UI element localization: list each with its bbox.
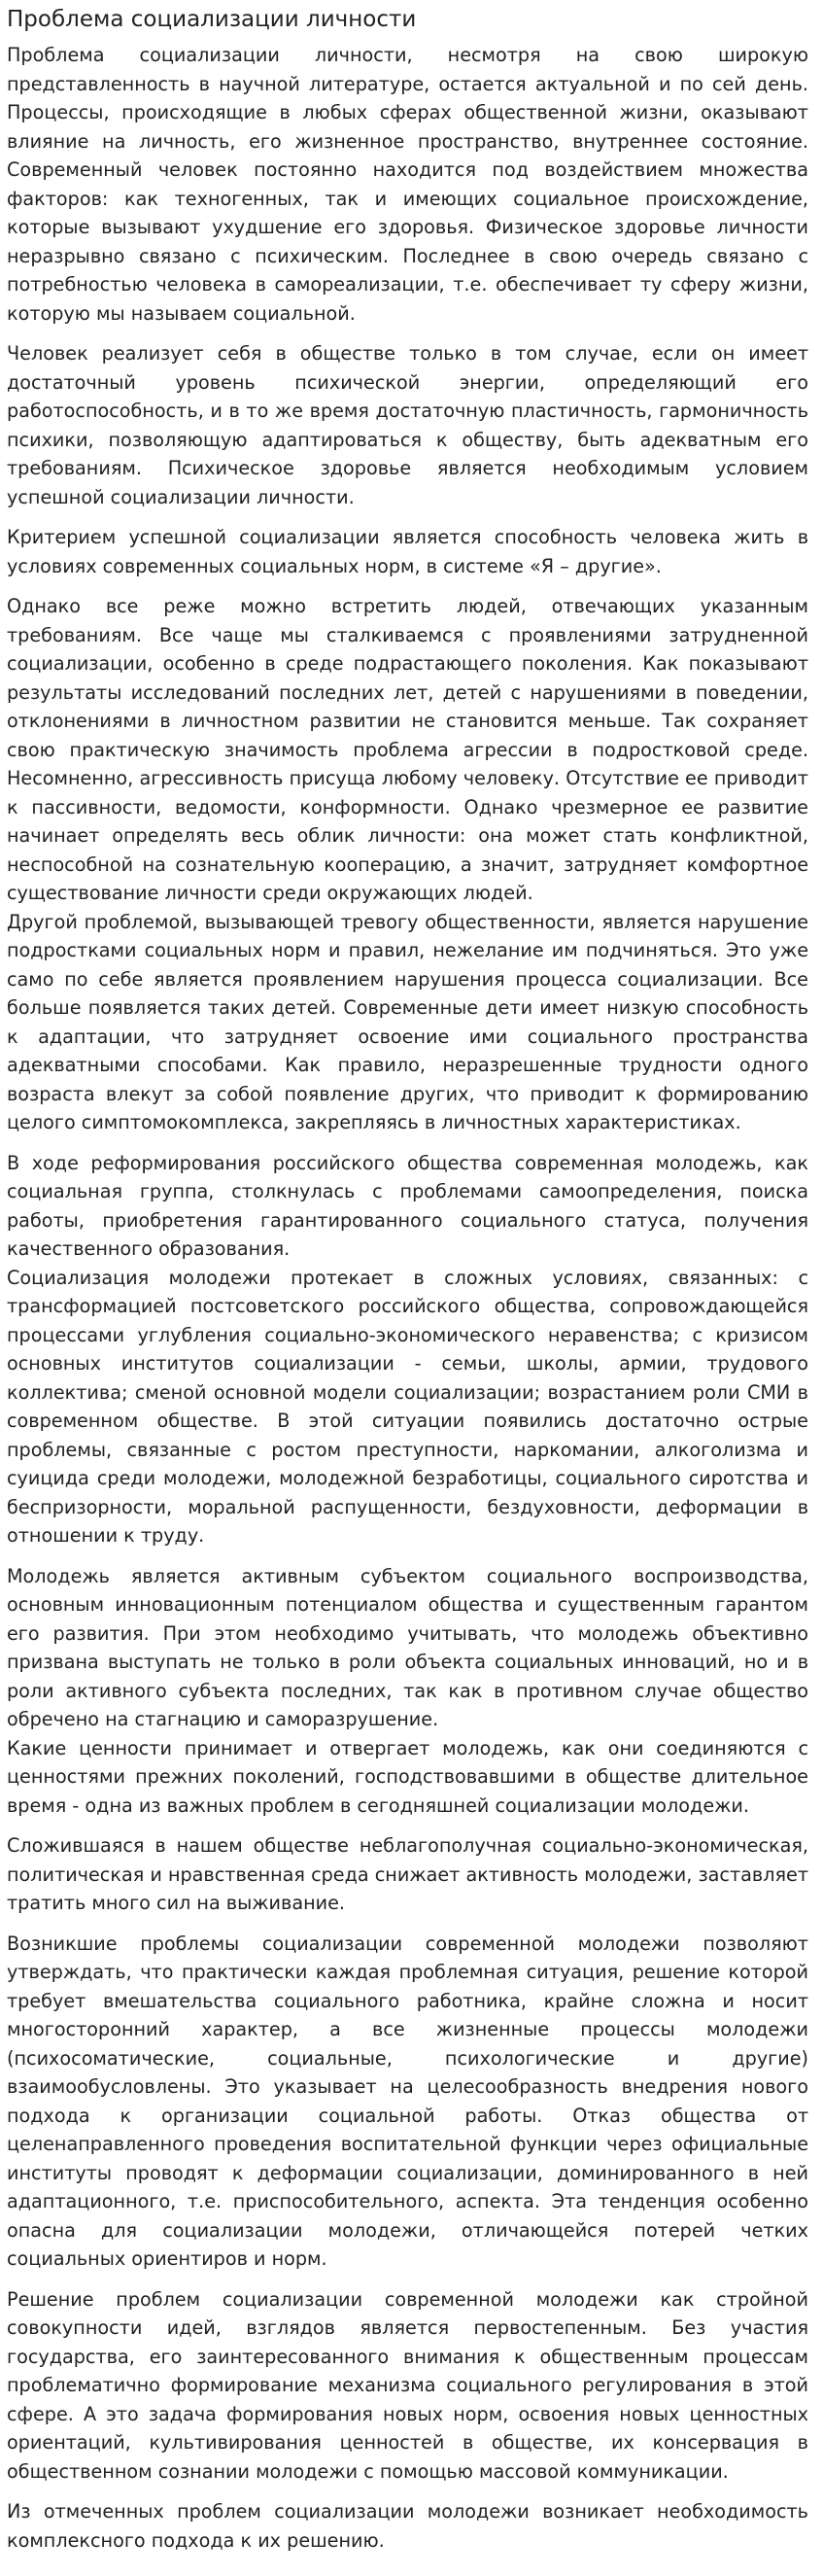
paragraph-3: Критерием успешной социализации является способность человека жить в условиях современных социальных норм, в системе «Я – другие». xyxy=(7,526,808,577)
paragraph-12: Решение проблем социализации современной молодежи как стройной совокупности идей, взглядов является первостепенным. Без участия государства, его заинтересованного внимания к общественным процессам проблематично формирование механизма социального регулирования в этой сфере. А это задача формирования новых норм, освоения новых ценностных ориентаций, культивирования ценностей в обществе, их консервация в общественном сознании молодежи с помощью массовой коммуникации. xyxy=(7,2287,808,2483)
paragraph-11: Возникшие проблемы социализации современной молодежи позволяют утверждать, что практически каждая проблемная ситуация, решение которой требует вмешательства социального работника, крайне сложна и носит многосторонний характер, а все жизненные процессы молодежи (психосоматические, социальные, психологические и другие) взаимообусловлены. Это указывает на целесообразность внедрения нового подхода к организации социальной работы. Отказ общества от целенаправленного проведения воспитательной функции через официальные институты проводят к деформации социализации, доминированного в ней адаптационного, т.е. приспособительного, аспекта. Эта тенденция особенно опасна для социализации молодежи, отличающейся потерей четких социальных ориентиров и норм. xyxy=(7,1932,808,2270)
article-title: Проблема социализации личности xyxy=(7,7,417,32)
paragraph-5: Другой проблемой, вызывающей тревогу общественности, является нарушение подростками социальных норм и правил, нежелание им подчиняться. Это уже само по себе является проявлением нарушения процесса социализации. Все больше появляется таких детей. Современные дети имеет низкую способность к адаптации, что затрудняет освоение ими социального пространства адекватными способами. Как правило, неразрешенные трудности одного возраста влекут за собой появление других, что приводит к формированию целого симптомокомплекса, закрепляясь в личностных характеристиках. xyxy=(7,910,808,1133)
paragraph-9: Какие ценности принимает и отвергает молодежь, как они соединяются с ценностями прежних поколений, господствовавшими в обществе длительное время - одна из важных проблем в сегодняшней социализации молодежи. xyxy=(7,1736,808,1817)
paragraph-4: Однако все реже можно встретить людей, отвечающих указанным требованиям. Все чаще мы сталкиваемся с проявлениями затрудненной социализации, особенно в среде подрастающего поколения. Как показывают результаты исследований последних лет, детей с нарушениями в поведении, отклонениями в личностном развитии не становится меньше. Так сохраняет свою практическую значимость проблема агрессии в подростковой среде. Несомненно, агрессивность присуща любому человеку. Отсутствие ее приводит к пассивности, ведомости, конформности. Однако чрезмерное ее развитие начинает определять весь облик личности: она может стать конфликтной, неспособной на сознательную кооперацию, а значит, затрудняет комфортное существование личности среди окружающих людей. xyxy=(7,595,808,904)
paragraph-6: В ходе реформирования российского общества современная молодежь, как социальная группа, столкнулась с проблемами самоопределения, поиска работы, приобретения гарантированного социального статуса, получения качественного образования. xyxy=(7,1151,808,1260)
paragraph-2: Человек реализует себя в обществе только в том случае, если он имеет достаточный уровень психической энергии, определяющий его работоспособность, и в то же время достаточную пластичность, гармоничность психики, позволяющую адаптироваться к обществу, быть адекватным его требованиям. Психическое здоровье является необходимым условием успешной социализации личности. xyxy=(7,342,808,508)
paragraph-1: Проблема социализации личности, несмотря на свою широкую представленность в научной литературе, остается актуальной и по сей день. Процессы, происходящие в любых сферах общественной жизни, оказывают влияние на личность, его жизненное пространство, внутреннее состояние. Современный человек постоянно находится под воздействием множества факторов: как техногенных, так и имеющих социальное происхождение, которые вызывают ухудшение его здоровья. Физическое здоровье личности неразрывно связано с психическим. Последнее в свою очередь связано с потребностью человека в самореализации, т.е. обеспечивает ту сферу жизни, которую мы называем социальной. xyxy=(7,44,808,325)
paragraph-8: Молодежь является активным субъектом социального воспроизводства, основным инновационным потенциалом общества и существенным гарантом его развития. При этом необходимо учитывать, что молодежь объективно призвана выступать не только в роли объекта социальных инноваций, но и в роли активного субъекта последних, так как в противном случае общество обречено на стагнацию и саморазрушение. xyxy=(7,1564,808,1730)
paragraph-13: Из отмеченных проблем социализации молодежи возникает необходимость комплексного подхода к их решению. xyxy=(7,2500,808,2552)
paragraph-10: Сложившаяся в нашем обществе неблагополучная социально-экономическая, политическая и нравственная среда снижает активность молодежи, заставляет тратить много сил на выживание. xyxy=(7,1834,808,1914)
paragraph-7: Социализация молодежи протекает в сложных условиях, связанных: с трансформацией постсоветского российского общества, сопровождающейся процессами углубления социально-экономического неравенства; с кризисом основных институтов социализации - семьи, школы, армии, трудового коллектива; сменой основной модели социализации; возрастанием роли СМИ в современном обществе. В этой ситуации появились достаточно острые проблемы, связанные с ростом преступности, наркомании, алкоголизма и суицида среди молодежи, молодежной безработицы, социального сиротства и беспризорности, моральной распущенности, бездуховности, деформации в отношении к труду. xyxy=(7,1266,808,1547)
